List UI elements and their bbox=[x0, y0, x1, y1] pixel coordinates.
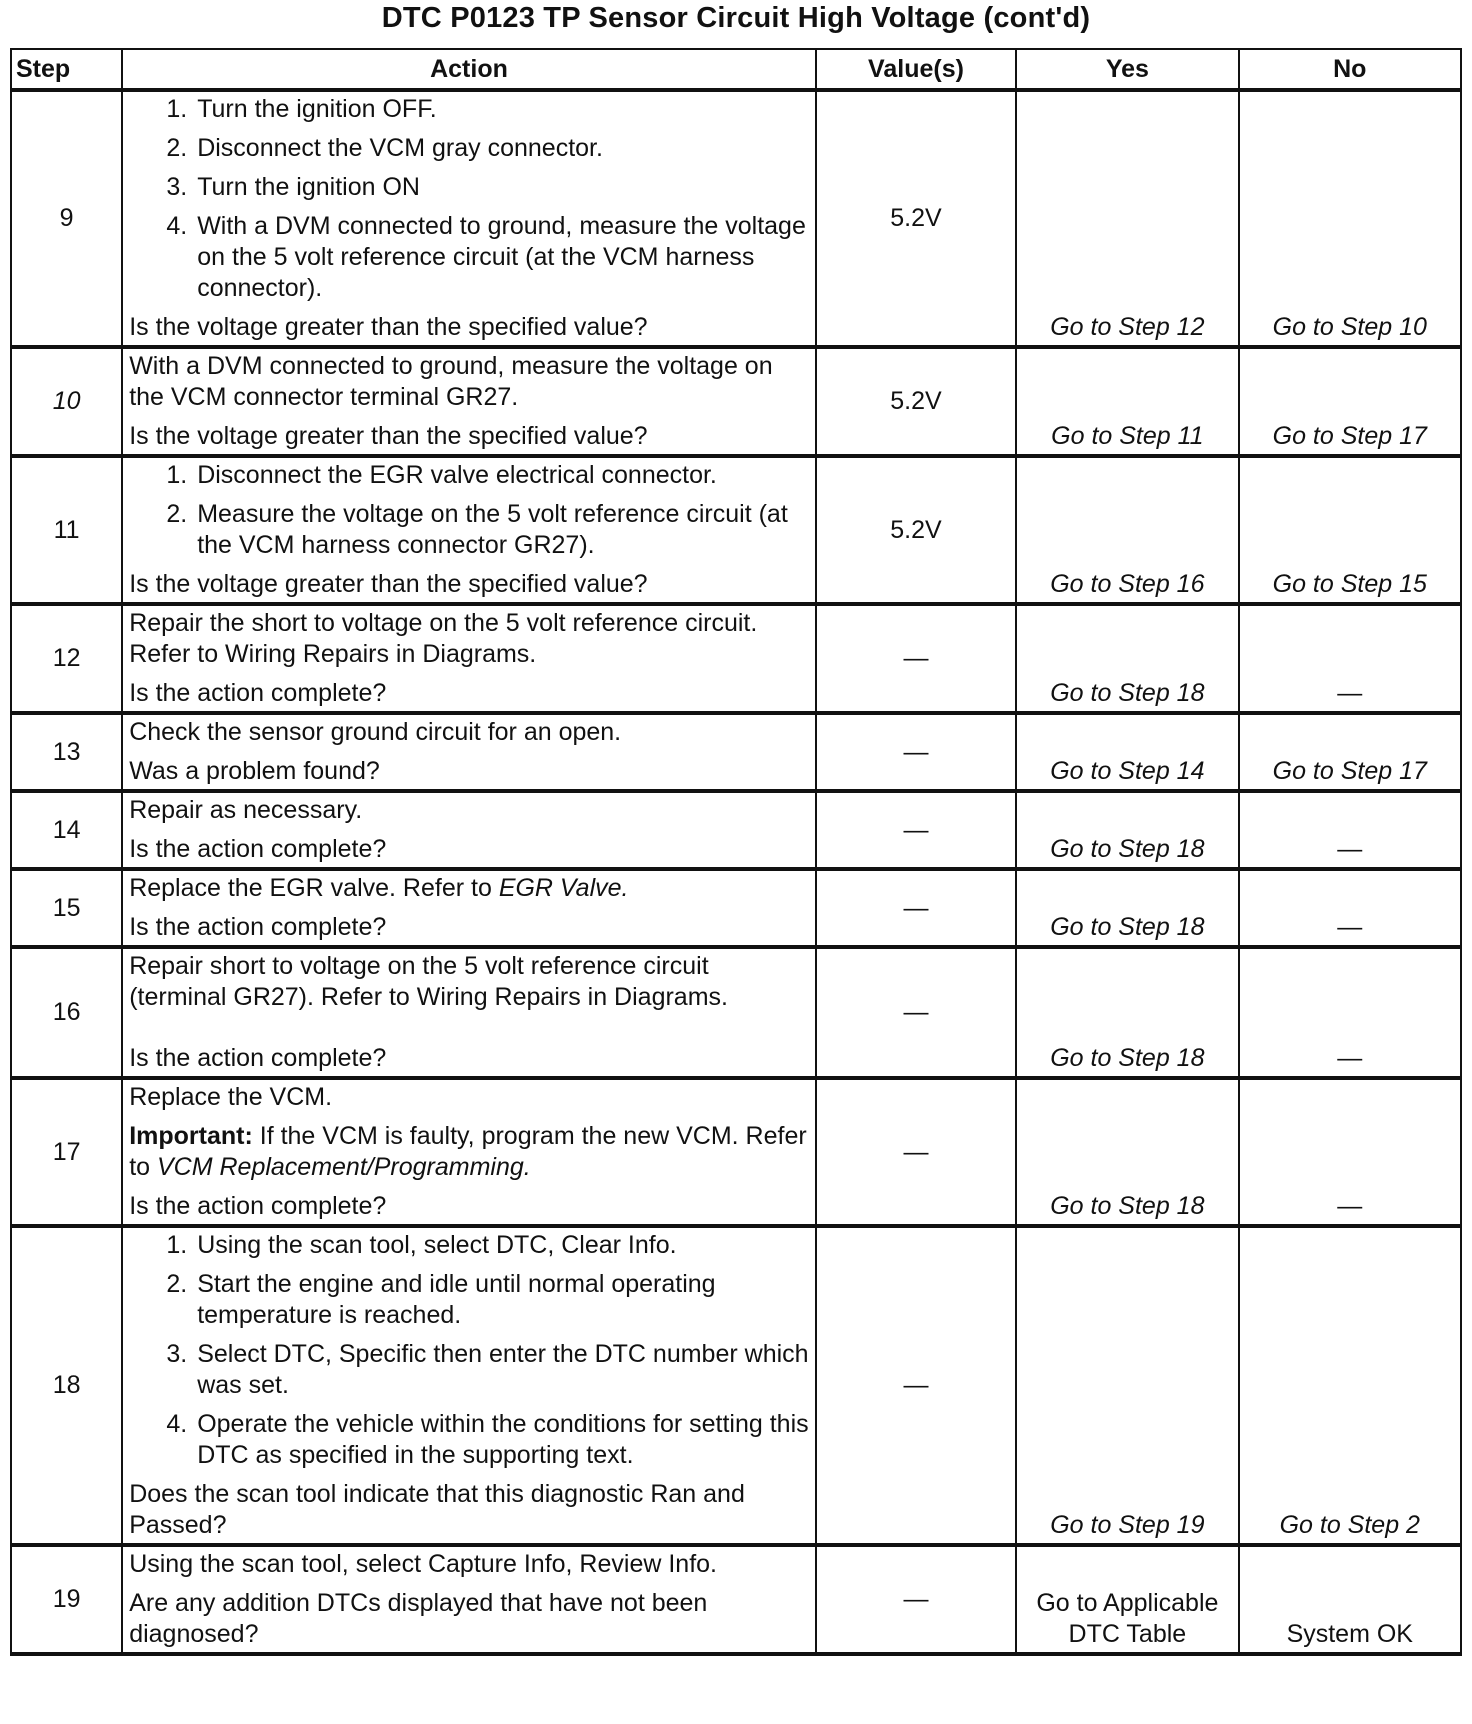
action-list bbox=[129, 1230, 809, 1471]
list-item: 1. Turn the ignition OFF. bbox=[166, 95, 437, 123]
value-cell: — bbox=[816, 869, 1016, 947]
table-row-step-14 bbox=[11, 791, 1461, 869]
value-cell: 5.2V bbox=[816, 347, 1016, 456]
table-row-step-9 bbox=[11, 90, 1461, 347]
header-values: Value(s) bbox=[816, 49, 1016, 90]
action-cell bbox=[122, 1545, 816, 1654]
no-cell: Go to Step 17 bbox=[1239, 713, 1461, 791]
action-question: Is the voltage greater than the specified value? bbox=[129, 422, 648, 450]
yes-cell: Go to Applicable DTC Table bbox=[1016, 1545, 1238, 1654]
step-number: 12 bbox=[11, 604, 122, 713]
action-text: Repair as necessary. bbox=[129, 796, 363, 824]
diagnostic-table bbox=[10, 48, 1462, 1656]
value-cell: 5.2V bbox=[816, 456, 1016, 604]
no-cell: — bbox=[1239, 1078, 1461, 1226]
no-cell: Go to Step 10 bbox=[1239, 90, 1461, 347]
action-question: Was a problem found? bbox=[129, 757, 380, 785]
yes-cell: Go to Step 19 bbox=[1016, 1226, 1238, 1545]
action-text: With a DVM connected to ground, measure the voltage on the VCM connector terminal GR27. bbox=[129, 352, 773, 411]
list-item: 1. Using the scan tool, select DTC, Clear Info. bbox=[166, 1231, 677, 1259]
action-cell bbox=[122, 1226, 816, 1545]
important-note: Important: If the VCM is faulty, program the new VCM. Refer to VCM Replacement/Programming. bbox=[129, 1122, 807, 1181]
list-item: 2. Start the engine and idle until normal operating temperature is reached. bbox=[166, 1270, 716, 1329]
step-number: 18 bbox=[11, 1226, 122, 1545]
action-cell bbox=[122, 869, 816, 947]
no-cell: — bbox=[1239, 604, 1461, 713]
table-row-step-11 bbox=[11, 456, 1461, 604]
value-cell: — bbox=[816, 791, 1016, 869]
table-row-step-19 bbox=[11, 1545, 1461, 1654]
page-title: DTC P0123 TP Sensor Circuit High Voltage (cont'd) bbox=[381, 2, 1091, 34]
yes-cell: Go to Step 18 bbox=[1016, 1078, 1238, 1226]
no-cell: — bbox=[1239, 791, 1461, 869]
list-item: 3. Turn the ignition ON bbox=[166, 173, 420, 201]
step-number: 19 bbox=[11, 1545, 122, 1654]
value-cell: — bbox=[816, 604, 1016, 713]
value-cell: — bbox=[816, 1078, 1016, 1226]
step-number: 10 bbox=[11, 347, 122, 456]
action-cell bbox=[122, 90, 816, 347]
yes-cell: Go to Step 16 bbox=[1016, 456, 1238, 604]
no-cell: Go to Step 2 bbox=[1239, 1226, 1461, 1545]
action-reference: VCM Replacement/Programming. bbox=[156, 1153, 531, 1181]
yes-cell: Go to Step 18 bbox=[1016, 869, 1238, 947]
action-question: Is the action complete? bbox=[129, 1192, 387, 1220]
no-cell: — bbox=[1239, 947, 1461, 1078]
action-cell bbox=[122, 947, 816, 1078]
yes-cell: Go to Step 12 bbox=[1016, 90, 1238, 347]
action-question: Does the scan tool indicate that this diagnostic Ran and Passed? bbox=[129, 1480, 745, 1539]
action-text: Repair the short to voltage on the 5 volt reference circuit. Refer to Wiring Repairs in Diagrams. bbox=[129, 609, 758, 668]
no-cell: — bbox=[1239, 869, 1461, 947]
list-item: 3. Select DTC, Specific then enter the DTC number which was set. bbox=[166, 1340, 809, 1399]
step-number: 9 bbox=[11, 90, 122, 347]
action-reference: EGR Valve. bbox=[498, 874, 629, 902]
table-row-step-13 bbox=[11, 713, 1461, 791]
action-cell bbox=[122, 1078, 816, 1226]
action-text: Check the sensor ground circuit for an open. bbox=[129, 718, 622, 746]
action-question: Is the action complete? bbox=[129, 835, 387, 863]
header-action: Action bbox=[122, 49, 816, 90]
action-text: Replace the EGR valve. Refer to EGR Valve. bbox=[129, 874, 629, 902]
step-number: 11 bbox=[11, 456, 122, 604]
table-row-step-18 bbox=[11, 1226, 1461, 1545]
step-number: 17 bbox=[11, 1078, 122, 1226]
table-row-step-16 bbox=[11, 947, 1461, 1078]
action-cell bbox=[122, 456, 816, 604]
value-cell: — bbox=[816, 1545, 1016, 1654]
header-yes: Yes bbox=[1016, 49, 1238, 90]
action-text: Repair short to voltage on the 5 volt reference circuit (terminal GR27). Refer to Wiring Repairs in Diagrams. bbox=[129, 952, 728, 1011]
action-cell bbox=[122, 347, 816, 456]
yes-cell: Go to Step 11 bbox=[1016, 347, 1238, 456]
action-question: Are any addition DTCs displayed that have not been diagnosed? bbox=[129, 1589, 708, 1648]
action-cell bbox=[122, 604, 816, 713]
list-item: 2. Measure the voltage on the 5 volt reference circuit (at the VCM harness connector GR27). bbox=[166, 500, 788, 559]
list-item: 2. Disconnect the VCM gray connector. bbox=[166, 134, 603, 162]
step-number: 13 bbox=[11, 713, 122, 791]
list-item: 1. Disconnect the EGR valve electrical connector. bbox=[166, 461, 717, 489]
header-step: Step bbox=[11, 49, 122, 90]
no-cell: Go to Step 15 bbox=[1239, 456, 1461, 604]
table-row-step-12 bbox=[11, 604, 1461, 713]
action-cell bbox=[122, 713, 816, 791]
step-number: 14 bbox=[11, 791, 122, 869]
step-number: 16 bbox=[11, 947, 122, 1078]
header-no: No bbox=[1239, 49, 1461, 90]
yes-cell: Go to Step 18 bbox=[1016, 604, 1238, 713]
action-question: Is the voltage greater than the specified value? bbox=[129, 313, 648, 341]
action-question: Is the voltage greater than the specified value? bbox=[129, 570, 648, 598]
table-row-step-10 bbox=[11, 347, 1461, 456]
table-row-step-15 bbox=[11, 869, 1461, 947]
yes-cell: Go to Step 14 bbox=[1016, 713, 1238, 791]
value-cell: 5.2V bbox=[816, 90, 1016, 347]
table-row-step-17 bbox=[11, 1078, 1461, 1226]
value-cell: — bbox=[816, 713, 1016, 791]
action-question: Is the action complete? bbox=[129, 1044, 387, 1072]
step-number: 15 bbox=[11, 869, 122, 947]
action-list bbox=[129, 460, 809, 561]
list-item: 4. Operate the vehicle within the conditions for setting this DTC as specified in the supporting text. bbox=[166, 1410, 809, 1469]
no-cell: Go to Step 17 bbox=[1239, 347, 1461, 456]
value-cell: — bbox=[816, 947, 1016, 1078]
yes-cell: Go to Step 18 bbox=[1016, 947, 1238, 1078]
no-cell: System OK bbox=[1239, 1545, 1461, 1654]
action-text: Replace the VCM. bbox=[129, 1083, 333, 1111]
list-item: 4. With a DVM connected to ground, measure the voltage on the 5 volt reference circuit (at the VCM harness connector). bbox=[166, 212, 806, 302]
action-question: Is the action complete? bbox=[129, 679, 387, 707]
action-text: Using the scan tool, select Capture Info, Review Info. bbox=[129, 1550, 717, 1578]
header-row bbox=[11, 49, 1461, 90]
value-cell: — bbox=[816, 1226, 1016, 1545]
yes-cell: Go to Step 18 bbox=[1016, 791, 1238, 869]
action-list bbox=[129, 94, 809, 304]
action-question: Is the action complete? bbox=[129, 913, 387, 941]
action-cell bbox=[122, 791, 816, 869]
